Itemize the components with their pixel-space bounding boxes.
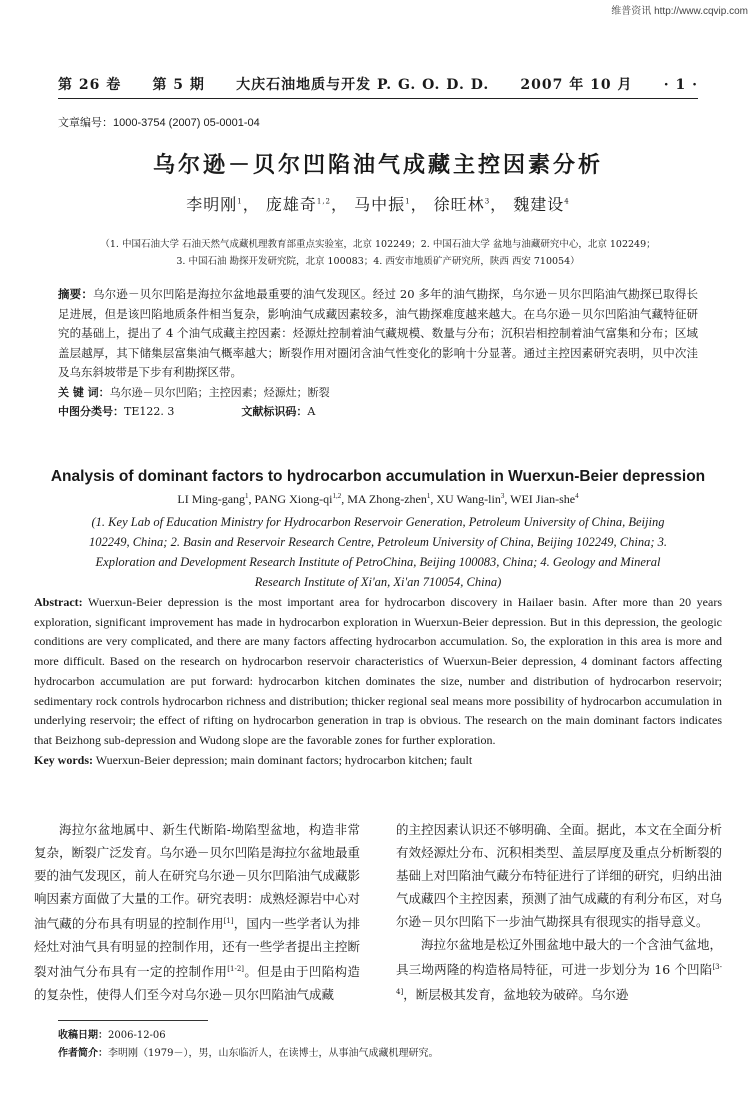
author-name: 李明刚 [186,195,238,214]
keywords-cn [58,383,698,403]
abstract-cn-body [58,285,698,383]
authors-chinese: 李明刚$^1$， 庞雄奇$^{1,2}$， 马中振$^1$， 徐旺林$^3$， 魏建设$^4$ [186,195,570,214]
keywords-label: Key words: [34,752,93,767]
abstract-chinese [58,285,698,422]
author-name: XU Wang-lin [436,492,501,506]
keywords-text: Wuerxun-Beier depression; main dominant factors; hydrocarbon kitchen; fault [95,752,473,767]
title-chinese: 乌尔逊－贝尔凹陷油气成藏主控因素分析 [152,153,603,178]
author-name: 魏建设 [513,195,565,214]
affil-mark: 1 [405,197,411,206]
affil-mark: 4 [575,492,579,500]
affil-mark: 1 [245,492,249,500]
affil-mark: 3 [500,492,505,500]
author-name: 徐旺林 [433,195,485,214]
abstract-label: Abstract: [34,595,83,609]
title-english: Analysis of dominant factors to hydrocarbon accumulation in Wuerxun-Beier depression [50,468,706,485]
received-date: 收稿日期：2006-12-06 [58,1030,166,1041]
affiliation-line: （1. 中国石油大学 石油天然气成藏机理教育部重点实验室，北京 102249；2. 中国石油大学 盆地与油藏研究中心，北京 102249； [100,239,656,250]
affiliations-english: (1. Key Lab of Education Ministry for Hydrocarbon Reservoir Generation, Petroleum University of China, Beijing 102249, China; 2. Basin and Reservoir Research Centre, Petroleum University of China, Beijing 102249, China; 3. Exploration and Development Research Institute of PetroChina, Beijing 100083, China; 4. Geology and Mineral Research Institute of Xi'an, Xi'an 710054, China) [88,515,668,589]
doc-label: 文献标识码： [241,405,308,418]
affil-mark: 1,2 [332,492,342,500]
affil-mark: 3 [484,197,491,206]
right-column [396,818,722,1006]
header-page: · 1 · [663,77,698,93]
keywords-label: 关 键 词： [58,385,110,399]
doc-code: A [307,405,316,418]
author-name: WEI Jian-she [510,492,576,506]
abstract-english [34,593,722,770]
citation: [1-2] [227,965,245,974]
footnote-rule [58,1020,208,1021]
header-journal: 大庆石油地质与开发 P. G. O. D. D. [236,77,490,93]
author-name: MA Zhong-zhen [347,492,427,506]
running-header [58,74,698,94]
paragraph: 海拉尔盆地是松辽外围盆地中最大的一个含油气盆地，具三坳两隆的构造格局特征，可进一步划分为 16 个凹陷[3-4]，断层极其发育，盆地较为破碎。乌尔逊 [396,937,722,1003]
author-name: LI Ming-gang [177,492,246,506]
affil-mark: 1,2 [316,197,331,206]
keywords-text: 乌尔逊－贝尔凹陷；主控因素；烃源灶；断裂 [109,385,330,399]
author-name: 庞雄奇 [265,195,317,214]
affil-mark: 4 [564,197,570,206]
citation: [3-4] [396,963,722,997]
body-text [34,818,722,1006]
class-label: 中图分类号： [58,405,124,418]
header-issue: 第 5 期 [152,77,205,93]
header-rule [58,98,698,99]
watermark: 维普资讯 http://www.cqvip.com [611,6,748,17]
abstract-text: 乌尔逊－贝尔凹陷是海拉尔盆地最重要的油气发现区。经过 20 多年的油气勘探，乌尔逊－贝尔凹陷油气勘探已取得长足进展，但是该凹陷地质条件相当复杂，影响油气成藏因素较多，油气勘探难度越来越大。在乌尔逊－贝尔凹陷油气藏特征研究的基础上，提出了 4 个油气成藏主控因素：烃源灶控制着油气藏规模、数量与分布；沉积岩相控制着油气富集和分布；区域盖层越厚，其下储集层富集油气概率越大；断裂作用对圈闭含油气性变化的影响十分显著。通过主控因素研究表明，贝中次洼及乌东斜坡带是下步有利勘探区带。 [58,287,698,379]
affil-mark: 1 [426,492,431,500]
abstract-en-body [34,593,722,751]
class-code: TE122. 3 [124,405,175,418]
abstract-label: 摘要： [58,287,93,301]
authors-english: LI Ming-gang$^1$, PANG Xiong-qi$^{1,2}$, MA Zhong-zhen$^1$, XU Wang-lin$^3$, WEI Jian-she$^4$ [177,492,579,506]
paragraph: 海拉尔盆地属中、新生代断陷-坳陷型盆地，构造非常复杂，断裂广泛发育。乌尔逊－贝尔凹陷是海拉尔盆地最重要的油气发现区，前人在研究乌尔逊－贝尔凹陷油气成藏影响因素方面做了大量的工作。研究表明：成熟烃源岩中心对油气藏的分布具有明显的控制作用[1]，国内一些学者认为排烃灶对油气具有明显的控制作用，还有一些学者提出主控断裂对油气分布具有一定的控制作用[1-2]。但是由于凹陷构造的复杂性，使得人们至今对乌尔逊－贝尔凹陷油气成藏 [34,822,360,1003]
keywords-en [34,751,722,771]
author-bio: 作者简介：李明刚（1979－），男，山东临沂人，在读博士，从事油气成藏机理研究。 [58,1048,439,1059]
affiliations-chinese [58,236,698,270]
author-name: 马中振 [354,195,406,214]
classification-line [58,402,698,422]
affiliation-line: 3. 中国石油 勘探开发研究院，北京 100083；4. 西安市地质矿产研究所，陕西 西安 710054） [176,256,580,267]
citation: [1] [223,917,234,925]
article-number: 文章编号：1000-3754 (2007) 05-0001-04 [58,117,260,129]
header-volume: 第 26 卷 [58,77,122,93]
affil-mark: 1 [237,197,243,206]
paragraph: 的主控因素认识还不够明确、全面。据此，本文在全面分析有效烃源灶分布、沉积相类型、盖层厚度及重点分析断裂的基础上对凹陷油气藏分布特征进行了详细的研究，归纳出油气成藏四个主控因素，预测了油气成藏的有利分布区，对乌尔逊－贝尔凹陷下一步油气勘探具有很现实的指导意义。 [396,822,722,929]
header-date: 2007 年 10 月 [520,77,633,93]
author-name: PANG Xiong-qi [254,492,333,506]
left-column [34,818,360,1006]
abstract-text: Wuerxun-Beier depression is the most important area for hydrocarbon discovery in Hailaer basin. After more than 20 years exploration, significant improvement has made in hydrocarbon exploration in Wuerxun-Beier depression. But in this depression, the geologic conditions are very complicated, and there are many factors affecting hydrocarbon accumulation. So, the exploration in this area is more and more difficult. Based on the research on hydrocarbon reservoir characteristics of Wuerxun-Beier depression, 4 dominant factors affecting hydrocarbon accumulation are put forward: hydrocarbon kitchen dominates the size, number and distribution of hydrocarbon reservoir; sedimentary rock controls hydrocarbon richness and distribution; thicker regional seal means more possibility of hydrocarbon accumulation in underlying reservoir; the effect of rifting on hydrocarbon generation in trap is obvious. The research on the main dominant factors indicates that Beizhong sub-depression and Wudong slope are the favorable zones for further exploration. [34,595,722,747]
